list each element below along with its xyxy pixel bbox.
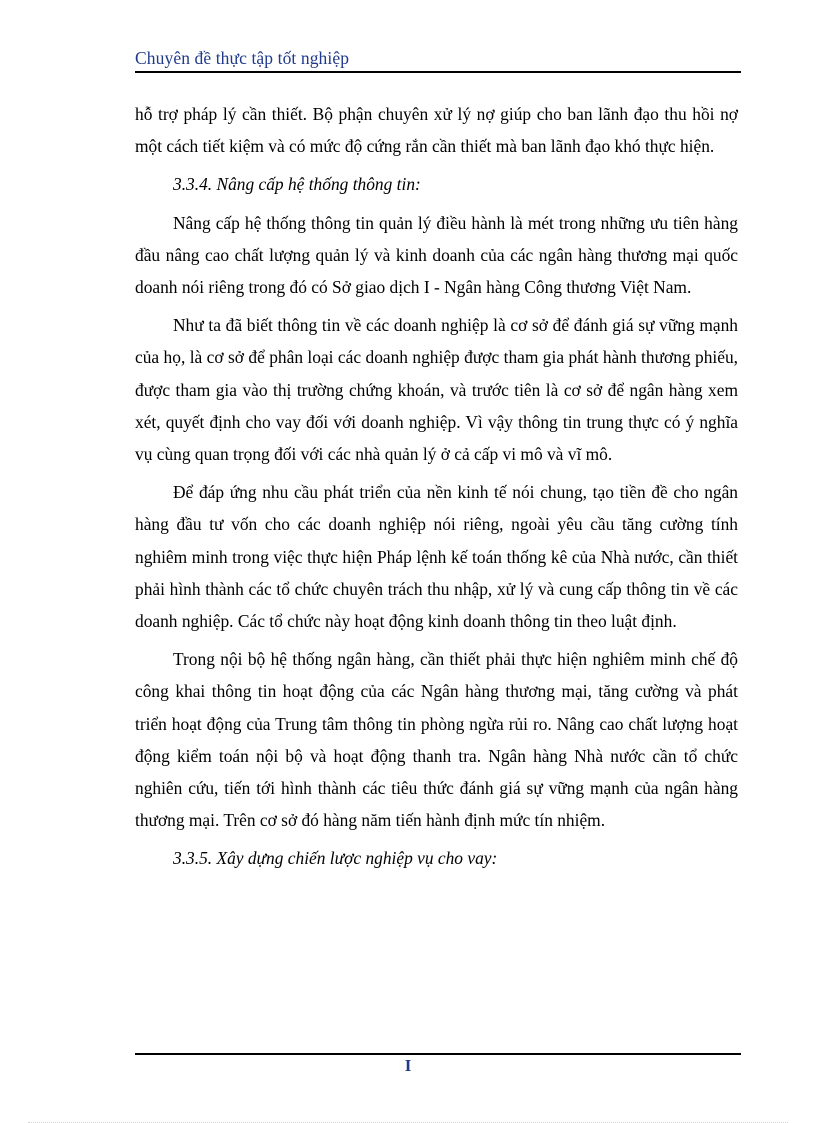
paragraph-enterprise-information: Như ta đã biết thông tin về các doanh nghiệp là cơ sở để đánh giá sự vững mạnh của họ, là cơ sở để phân loại các doanh nghiệp được tham gia phát hành thương phiếu, được tham gia vào thị trường chứng khoán, và trước tiên là cơ sở để ngân hàng xem xét, quyết định cho vay đối với doanh nghiệp. Vì vậy thông tin trung thực có ý nghĩa vụ cùng quan trọng đối với các nhà quản lý ở cả cấp vi mô và vĩ mô. [135, 315, 738, 465]
paragraph-information-upgrade: Nâng cấp hệ thống thông tin quản lý điều hành là mét trong những ưu tiên hàng đầu nâng cao chất lượng quản lý và kinh doanh của các ngân hàng thương mại quốc doanh nói riêng trong đó có Sở giao dịch I - Ngân hàng Công thương Việt Nam. [135, 212, 738, 298]
paragraph-continuation: hỗ trợ pháp lý cần thiết. Bộ phận chuyên xử lý nợ giúp cho ban lãnh đạo thu hồi nợ một cách tiết kiệm và có mức độ cứng rắn cần thiết mà ban lãnh đạo khó thực hiện. [135, 104, 738, 157]
document-body [135, 98, 738, 881]
paragraph-development-needs: Để đáp ứng nhu cầu phát triển của nền kinh tế nói chung, tạo tiền đề cho ngân hàng đầu tư vốn cho các doanh nghiệp nói riêng, ngoài yêu cầu tăng cường tính nghiêm minh trong việc thực hiện Pháp lệnh kế toán thống kê của Nhà nước, cần thiết phải hình thành các tổ chức chuyên trách thu nhập, xử lý và cung cấp thông tin về các doanh nghiệp. Các tổ chức này hoạt động kinh doanh thông tin theo luật định. [135, 482, 738, 632]
footer-rule [135, 1053, 741, 1055]
paragraph-internal-banking-system: Trong nội bộ hệ thống ngân hàng, cần thiết phải thực hiện nghiêm minh chế độ công khai thông tin hoạt động của các Ngân hàng thương mại, tăng cường và phát triển hoạt động của Trung tâm thông tin phòng ngừa rủi ro. Nâng cao chất lượng hoạt động kiểm toán nội bộ và hoạt động thanh tra. Ngân hàng Nhà nước cần tổ chức nghiên cứu, tiến tới hình thành các tiêu thức đánh giá sự vững mạnh của ngân hàng thương mại. Trên cơ sở đó hàng năm tiến hành định mức tín nhiệm. [135, 649, 738, 831]
section-heading-3-3-4: 3.3.4. Nâng cấp hệ thống thông tin: [173, 174, 421, 195]
page-number: I [404, 1056, 412, 1075]
running-header-title: Chuyên đề thực tập tốt nghiệp [135, 48, 350, 68]
header-rule [135, 71, 741, 73]
section-heading-3-3-5: 3.3.5. Xây dựng chiến lược nghiệp vụ cho vay: [173, 848, 498, 869]
